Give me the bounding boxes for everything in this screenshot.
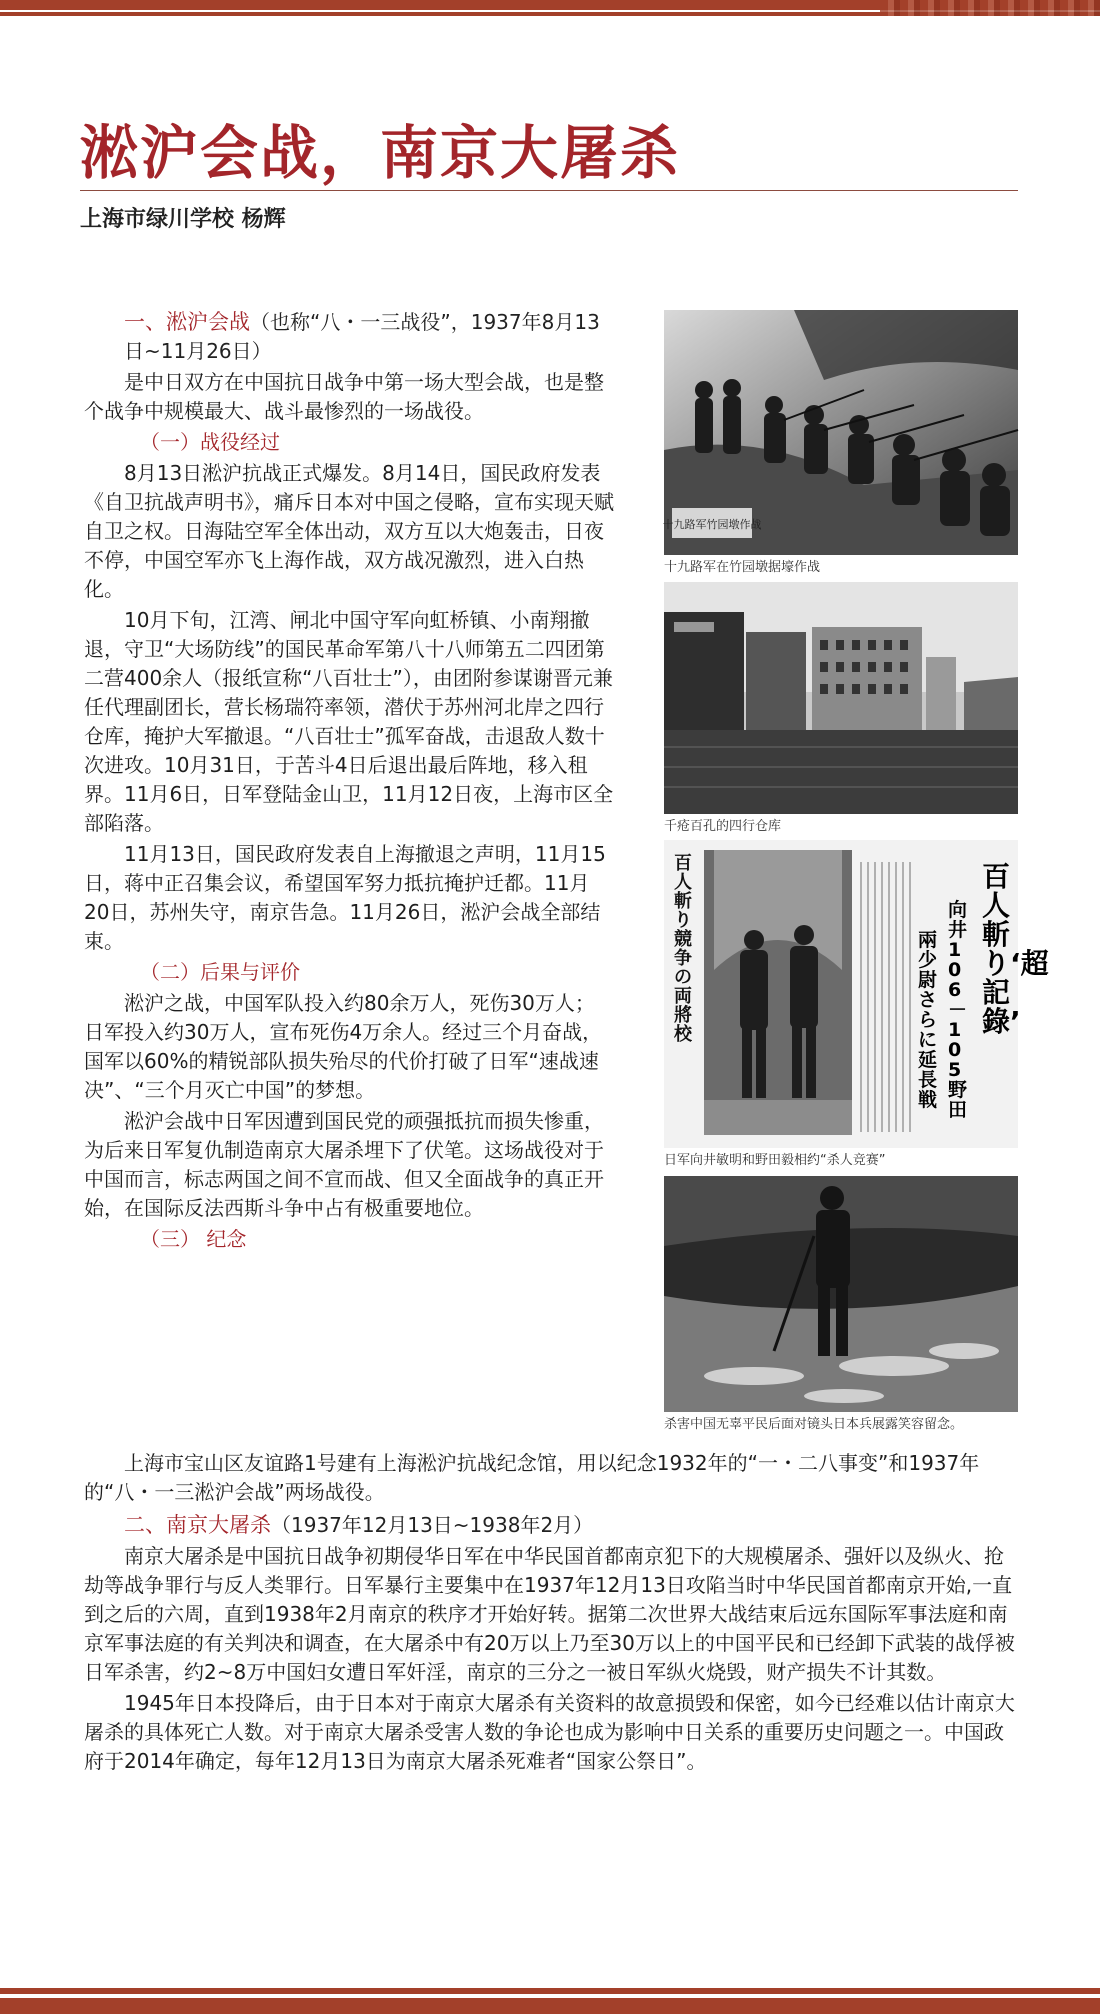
soldier-photo-caption: 杀害中国无辜平民后面对镜头日本兵展露笑容留念。 [664, 1417, 964, 1432]
newspaper-body-columns [860, 862, 912, 1132]
sub1-paragraph: 11月13日，国民政府发表自上海撤退之声明，11月15日，蒋中正召集会议，希望国军努力抵抗掩护迁都。11月20日，苏州失守，南京告急。11月26日，淞沪会战全部结束。 [84, 842, 606, 953]
section2-paragraph: 1945年日本投降后，由于日本对于南京大屠杀有关资料的故意损毁和保密，如今已经难以估计南京大屠杀的具体死亡人数。对于南京大屠杀受害人数的争论也成为影响中日关系的重要历史问题之一。中国政府于2014年确定，每年12月13日为南京大屠杀死难者“国家公祭日”。 [84, 1691, 1015, 1773]
newspaper-sub-headline: 兩少尉さらに延長戦 [918, 929, 938, 1111]
sub1-paragraph: 8月13日淞沪抗战正式爆发。8月14日，国民政府发表《自卫抗战声明书》，痛斥日本对中国之侵略，宣布实现天赋自卫之权。日海陆空军全体出动，双方互以大炮轰击，日夜不停，中国空军亦飞上海作战，双方战况激烈，进入白热化。 [84, 461, 614, 601]
warehouse-photo-caption: 千疮百孔的四行仓库 [664, 819, 782, 834]
newspaper-photo [664, 840, 1049, 1148]
newspaper-score-headline: 向井106－105野田 [948, 899, 968, 1121]
section2-title: 二、南京大屠杀 [124, 1513, 271, 1537]
sub2-heading: （二）后果与评价 [140, 960, 300, 984]
warehouse-image [664, 582, 1018, 814]
bottom-border-thin-stripe [0, 1988, 1100, 1994]
trench-photo-caption: 十九路军在竹园墩据壕作战 [664, 560, 821, 575]
soldiers-image [704, 850, 852, 1135]
full-width-column [84, 1449, 1022, 1776]
bottom-border-stripe [0, 1998, 1100, 2014]
author-line: 上海市绿川学校 杨辉 [80, 207, 286, 232]
trench-battle-image [664, 310, 1018, 555]
section1-note: （也称“八・一三战役”，1937年8月13日~11月26日） [124, 310, 600, 363]
newspaper-side-headline: 百人斬り競争の両將校 [674, 853, 692, 1045]
sub2-paragraph: 淞沪会战中日军因遭到国民党的顽强抵抗而损失惨重，为后来日军复仇制造南京大屠杀埋下了伏笔。这场战役对于中国而言，标志两国之间不宣而战、但又全面战争的真正开始，在国际反法西斯斗争中占有极重要地位。 [84, 1109, 604, 1220]
sub2-paragraph: 淞沪之战，中国军队投入约80余万人，死伤30万人；日军投入约30万人，宣布死伤4万余人。经过三个月奋战，国军以60%的精锐部队损失殆尽的代价打破了日军“速战速决”、“三个月灭亡中国”的梦想。 [84, 991, 603, 1102]
trench-battle-photo [664, 310, 1018, 555]
title-divider [80, 190, 1018, 191]
section2-heading [84, 1511, 1022, 1540]
photo-inscription: 十九路军竹园墩作战 [662, 518, 762, 531]
sub1-heading: （一）战役经过 [140, 430, 280, 454]
newspaper-photo-inset [704, 850, 852, 1135]
section2-paragraph: 南京大屠杀是中国抗日战争初期侵华日军在中华民国首都南京犯下的大规模屠杀、强奸以及纵火、抢劫等战争罪行与反人类罪行。日军暴行主要集中在1937年12月13日攻陷当时中华民国首都南京开始,一直到之后的六周，直到1938年2月南京的秩序才开始好转。据第二次世界大战结束后远东国际军事法庭和南京军事法庭的有关判决和调查，在大屠杀中有20万以上乃至30万以上的中国平民和已经卸下武装的战俘被日军杀害，约2~8万中国妇女遭日军奸淫，南京的三分之一被日军纵火烧毁，财产损失不计其数。 [84, 1544, 1015, 1684]
top-border-pattern [880, 0, 1100, 16]
left-column [84, 308, 614, 1254]
sub1-paragraph: 10月下旬，江湾、闸北中国守军向虹桥镇、小南翔撤退，守卫“大场防线”的国民革命军第八十八师第五二四团第二营400余人（报纸宣称“八百壮士”），由团附参谋谢晋元兼任代理副团长，营长杨瑞符率领，潜伏于苏州河北岸之四行仓库，掩护大军撤退。“八百壮士”孤军奋战，击退敌人数十次进攻。10月31日，于苦斗4日后退出最后阵地，移入租界。11月6日，日军登陆金山卫，11月12日夜，上海市区全部陷落。 [84, 608, 614, 835]
newspaper-photo-caption: 日军向井敏明和野田毅相约“杀人竞赛” [664, 1153, 886, 1168]
section1-title: 一、淞沪会战 [124, 310, 250, 334]
soldier-image [664, 1176, 1018, 1412]
soldier-photo [664, 1176, 1018, 1412]
warehouse-photo [664, 582, 1018, 814]
page-title: 淞沪会战，南京大屠杀 [80, 119, 681, 187]
section1-heading [84, 308, 614, 366]
sub3-heading: （三） 纪念 [140, 1227, 247, 1251]
sub3-paragraph: 上海市宝山区友谊路1号建有上海淞沪抗战纪念馆，用以纪念1932年的“一・二八事变”和1937年的“八・一三淞沪会战”两场战役。 [84, 1451, 980, 1504]
section1-intro: 是中日双方在中国抗日战争中第一场大型会战，也是整个战争中规模最大、战斗最惨烈的一场战役。 [84, 370, 604, 423]
section2-note: （1937年12月13日~1938年2月） [271, 1513, 594, 1537]
newspaper-main-headline: 百人斬り‘超記錄’ [982, 860, 1049, 1038]
